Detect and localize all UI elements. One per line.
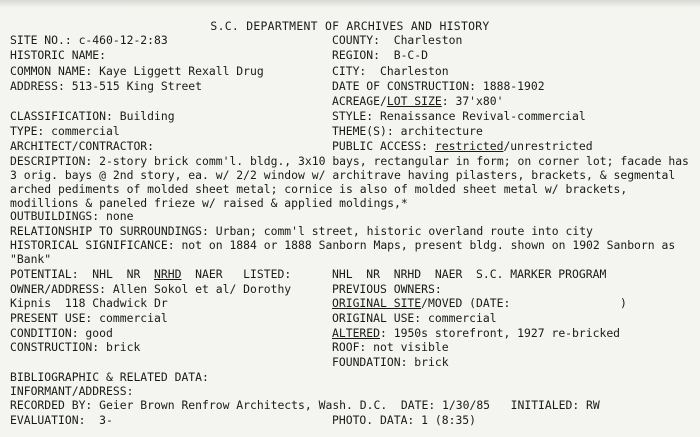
previous-owners: PREVIOUS OWNERS: [332,282,442,296]
recorded-by: RECORDED BY: Geier Brown Renfrow Architects, Wash. D.C. DATE: 1/30/85 INITIALED: RW [10,398,600,412]
department-header: S.C. DEPARTMENT OF ARCHIVES AND HISTORY [210,19,490,33]
relationship-to-surroundings: RELATIONSHIP TO SURROUNDINGS: Urban; comm'l street, historic overland route into city [10,224,593,238]
original-use: ORIGINAL USE: commercial [332,311,497,325]
historic-name: HISTORIC NAME: [10,48,107,62]
common-name: COMMON NAME: Kaye Liggett Rexall Drug [10,64,264,78]
date-of-construction: DATE OF CONSTRUCTION: 1888-1902 [332,79,545,93]
moved-date: /MOVED (DATE: ) [421,296,627,310]
owner-address-cont: Kipnis 118 Chadwick Dr [10,296,168,310]
style: STYLE: Renaissance Revival-commercial [332,109,586,123]
evaluation: EVALUATION: 3- [10,413,113,427]
acreage-value: : 37'x80' [441,94,504,108]
lot-size-label: LOT SIZE [386,94,442,108]
city: CITY: Charleston [332,64,449,78]
informant-address: INFORMANT/ADDRESS: [10,384,134,398]
altered-value: : 1950s storefront, 1927 re-bricked [380,326,621,340]
bibliographic-data: BIBLIOGRAPHIC & RELATED DATA: [10,370,209,384]
original-site-label: ORIGINAL SITE [332,296,422,310]
photo-data: PHOTO. DATA: 1 (8:35) [332,413,477,427]
public-access-unrestricted: /unrestricted [503,139,593,153]
public-access-label: PUBLIC ACCESS: [332,139,435,153]
description: DESCRIPTION: 2-story brick comm'l. bldg., 3x10 bays, rectangular in form; on corner lot; facade has 3 orig. bays @ 2nd story, ea. w/ 2/2 window w/ architrave having pilasters, brackets, & segmental arched pediments of molded sheet metal; cornice is also of molded sheet metal w/ brackets, modillions & paneled frieze w/ raised & applied moldings,* [10,154,689,210]
historical-significance: HISTORICAL SIGNIFICANCE: not on 1884 or 1888 Sanborn Maps, present bldg. shown on 1902 Sanborn as "Bank" [10,238,676,266]
themes: THEME(S): architecture [332,124,483,138]
acreage-label: ACREAGE/ [332,94,387,108]
architect-contractor: ARCHITECT/CONTRACTOR: [10,139,155,153]
acreage-lot-size [332,94,503,108]
site-number: SITE NO.: c-460-12-2:83 [10,33,168,47]
public-access [332,139,593,153]
present-use: PRESENT USE: commercial [10,311,168,325]
type: TYPE: commercial [10,124,120,138]
condition: CONDITION: good [10,326,113,340]
classification: CLASSIFICATION: Building [10,109,175,123]
original-site-moved [332,296,627,310]
potential-nrhd: NRHD [154,267,182,281]
region: REGION: B-C-D [332,48,429,62]
public-access-restricted: restricted [434,139,504,153]
address: ADDRESS: 513-515 King Street [10,79,203,93]
potential [10,267,291,281]
potential-rest: NAER LISTED: [181,267,292,281]
scan-edge [0,0,700,8]
county: COUNTY: Charleston [332,33,463,47]
altered [332,326,620,340]
foundation: FOUNDATION: brick [332,355,449,369]
construction: CONSTRUCTION: brick [10,340,141,354]
altered-label: ALTERED [332,326,381,340]
listed-options: NHL NR NRHD NAER S.C. MARKER PROGRAM [332,267,607,281]
owner-address: OWNER/ADDRESS: Allen Sokol et al/ Dorothy [10,282,292,296]
outbuildings: OUTBUILDINGS: none [10,209,134,223]
roof: ROOF: not visible [332,340,449,354]
potential-label: POTENTIAL: NHL NR [10,267,155,281]
